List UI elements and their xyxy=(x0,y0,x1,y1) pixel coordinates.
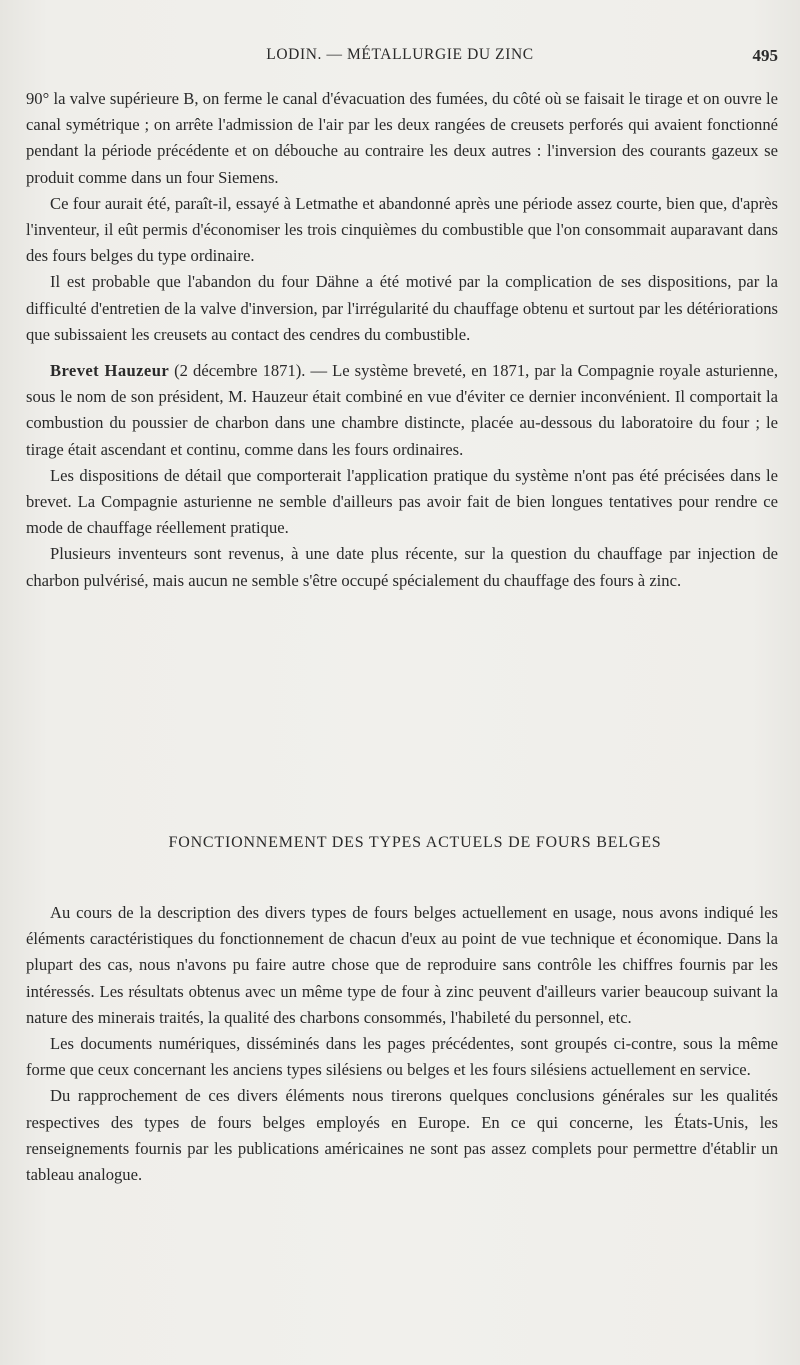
paragraph: Du rapprochement de ces divers éléments nous tirerons quelques conclusions générales sur les qualités respectives des types de fours belges employés en Europe. En ce qui concerne, les États-Unis, les renseignements fournis par les publications américaines ne sont pas assez complets pour permettre d'établir un tableau analogue. xyxy=(26,1086,778,1185)
header-title: LODIN. — MÉTALLURGIE DU ZINC xyxy=(266,46,534,63)
brevet-text: (2 décembre 1871). — Le système breveté, en 1871, par la Compagnie royale asturienne, sous le nom de son président, M. Hauzeur était combiné en vue d'éviter ce dernier inconvénient. Il comportait la combustion du poussier de charbon dans une chambre distincte, placée au-dessous du laboratoire du four ; le tirage était ascendant et continu, comme dans les fours ordinaires. xyxy=(26,361,778,459)
brevet-paragraph xyxy=(26,358,778,463)
paragraph: Ce four aurait été, paraît-il, essayé à Letmathe et abandonné après une période assez courte, bien que, d'après l'inventeur, il eût permis d'économiser les trois cinquièmes du combustible que l'on consommait auparavant dans des fours belges du type ordinaire. xyxy=(26,193,778,266)
paragraph: Il est probable que l'abandon du four Dähne a été motivé par la complication de ses dispositions, par la difficulté d'entretien de la valve d'inversion, par l'irrégularité du chauffage obtenu et surtout par les détériorations que subissaient les creusets au contact des cendres du combustible. xyxy=(26,272,778,344)
page-number: 495 xyxy=(752,46,778,65)
section-title: FONCTIONNEMENT DES TYPES ACTUELS DE FOURS BELGES xyxy=(168,834,662,851)
paragraph: Les dispositions de détail que comporterait l'application pratique du système n'ont pas été précisées dans le brevet. La Compagnie asturienne ne semble d'ailleurs pas avoir fait de bien longues tentatives pour rendre ce mode de chauffage réellement pratique. xyxy=(26,465,778,538)
body-text-bottom xyxy=(26,900,778,1188)
body-text-top xyxy=(26,86,778,594)
brevet-name: Brevet Hauzeur xyxy=(50,361,170,381)
paragraph: Les documents numériques, disséminés dans les pages précédentes, sont groupés ci-contre, sous la même forme que ceux concernant les anciens types silésiens ou belges et les fours silésiens actuellement en service. xyxy=(26,1034,778,1080)
paragraph: Plusieurs inventeurs sont revenus, à une date plus récente, sur la question du chauffage par injection de charbon pulvérisé, mais aucun ne semble s'être occupé spécialement du chauffage des fours à zinc. xyxy=(26,544,778,590)
paragraph: 90° la valve supérieure B, on ferme le canal d'évacuation des fumées, du côté où se faisait le tirage et on ouvre le canal symétrique ; on arrête l'admission de l'air par les deux rangées de creusets perforés qui avaient fonctionné pendant la période précédente et on débouche au contraire les deux autres : l'inversion des courants gazeux se produit comme dans un four Siemens. xyxy=(26,89,778,187)
paragraph: Au cours de la description des divers types de fours belges actuellement en usage, nous avons indiqué les éléments caractéristiques du fonctionnement de chacun d'eux au point de vue technique et économique. Dans la plupart des cas, nous n'avons pu faire autre chose que de reproduire sans contrôle les chiffres fournis par les intéressés. Les résultats obtenus avec un même type de four à zinc peuvent d'ailleurs varier beaucoup suivant la nature des minerais traités, la qualité des charbons consommés, l'habileté du personnel, etc. xyxy=(26,903,778,1027)
running-header xyxy=(0,46,800,70)
